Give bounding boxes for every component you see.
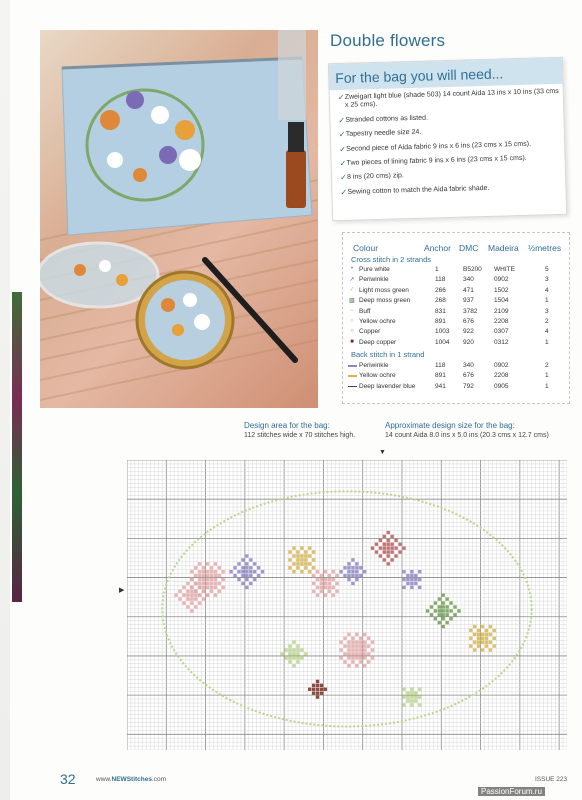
table-cell: 1	[545, 382, 549, 390]
list-item: ✓ Two pieces of lining fabric 9 ins x 6 ins (23 cms x 15 cms).	[339, 154, 527, 169]
table-row	[345, 371, 569, 381]
check-icon: ✓	[338, 115, 346, 125]
watermark: PassionForum.ru	[478, 787, 545, 796]
table-cell: 891	[435, 372, 446, 380]
table-row	[345, 327, 569, 337]
list-item: ✓ Stranded cottons as listed.	[338, 114, 428, 125]
table-cell: 1003	[435, 328, 450, 336]
backstitch-line-icon	[348, 365, 357, 367]
table-cell: 676	[463, 372, 474, 380]
table-cell: 1004	[435, 338, 450, 346]
table-cell: 676	[463, 318, 474, 325]
list-item: ✓ Sewing cotton to match the Aida fabric shade.	[340, 184, 490, 197]
check-icon: ✓	[339, 158, 347, 169]
table-row	[345, 275, 569, 285]
table-cell: 937	[463, 297, 474, 305]
stitch-symbol-icon: ○	[350, 318, 354, 324]
table-cell: WHITE	[494, 266, 515, 273]
backstitch-line-icon	[348, 375, 357, 377]
list-item: ✓ 8 ins (20 cms) zip.	[339, 172, 404, 183]
colour-key	[342, 232, 570, 404]
table-cell: 792	[463, 382, 474, 390]
table-cell: 471	[463, 286, 474, 294]
table-cell: 3782	[463, 307, 478, 315]
approx-size-title: Approximate design size for the bag:	[385, 421, 515, 430]
table-cell: 1	[545, 372, 549, 380]
table-cell: Light moss green	[359, 286, 409, 294]
table-cell: 920	[463, 338, 474, 346]
table-row	[345, 361, 569, 371]
check-icon: ✓	[337, 92, 345, 103]
table-cell: Periwinkle	[359, 276, 389, 284]
table-cell: Copper	[359, 328, 381, 336]
key-header-madeira: Madeira	[488, 243, 519, 253]
cross-stitch-label: Cross stitch in 2 strands	[351, 255, 432, 264]
design-area-text: 112 stitches wide x 70 stitches high.	[244, 431, 356, 439]
materials-card-header	[329, 58, 563, 90]
table-row	[345, 296, 569, 306]
table-cell: 2109	[494, 307, 509, 315]
stitch-symbol-icon: ■	[350, 338, 354, 345]
list-item: ✓ Zweigart light blue (shade 503) 14 count Aida 13 ins x 10 ins (33 cms x 25 cms).	[337, 87, 559, 110]
approx-size-text: 14 count Aida 8.0 ins x 5.0 ins (20.3 cms x 12.7 cms)	[385, 431, 549, 439]
table-cell: Deep moss green	[359, 297, 411, 305]
table-cell: Deep copper	[359, 338, 397, 346]
table-cell: Pure white	[359, 266, 390, 273]
table-cell: 340	[463, 362, 474, 369]
table-cell: 0312	[494, 338, 509, 346]
table-cell: 340	[463, 276, 474, 284]
backstitch-line-icon	[348, 386, 357, 388]
table-cell: 922	[463, 328, 474, 336]
check-icon: ✓	[339, 144, 347, 154]
page-number: 32	[60, 771, 76, 787]
key-header-anchor: Anchor	[424, 243, 451, 253]
centre-arrow-top-icon: ▼	[379, 449, 386, 456]
table-cell: 0902	[494, 276, 509, 284]
table-cell: 941	[435, 382, 446, 390]
stitch-symbol-icon: ○	[350, 328, 354, 335]
table-cell: 3	[545, 276, 549, 284]
list-item: ✓ Tapestry needle size 24.	[338, 128, 422, 140]
table-row	[345, 338, 569, 348]
table-cell: Buff	[359, 307, 371, 315]
back-stitch-label: Back stitch in 1 strand	[351, 350, 425, 359]
table-cell: 3	[545, 307, 549, 315]
table-cell: 1504	[494, 297, 509, 305]
list-item: ✓ Second piece of Aida fabric 9 ins x 6 ins (23 cms x 15 cms).	[339, 140, 532, 154]
stitch-symbol-icon: ▧	[349, 298, 355, 305]
check-icon: ✓	[339, 173, 347, 183]
table-cell: 0307	[494, 328, 509, 336]
check-icon: ✓	[340, 187, 348, 197]
table-row	[345, 317, 569, 327]
table-cell: Periwinkle	[359, 362, 389, 369]
table-cell: 118	[435, 362, 446, 369]
approx-size-caption	[385, 421, 549, 440]
table-cell: 5	[545, 266, 549, 273]
key-header-dmc: DMC	[459, 243, 479, 253]
table-row	[345, 265, 569, 275]
table-cell: 1	[435, 266, 439, 273]
table-cell: 831	[435, 307, 446, 315]
stitch-chart-grid	[127, 460, 567, 750]
stitch-symbol-icon: ↗	[349, 277, 355, 284]
table-row	[345, 382, 569, 392]
stitch-symbol-icon: •	[350, 266, 354, 272]
centre-arrow-left-icon: ▶	[119, 587, 125, 594]
table-cell: 1502	[494, 286, 509, 294]
key-header-metres: ½metres	[528, 243, 562, 253]
table-cell: 2208	[494, 372, 509, 380]
page-edge-color-band	[12, 292, 22, 602]
table-cell: 2	[545, 362, 549, 369]
table-cell: 2	[545, 318, 549, 325]
stitch-symbol-icon: −	[350, 307, 354, 314]
photo-illustration	[40, 30, 318, 408]
table-cell: 1	[545, 297, 549, 305]
materials-list	[338, 88, 563, 203]
table-row	[345, 286, 569, 296]
materials-heading: For the bag you will need...	[335, 65, 504, 87]
table-row	[345, 307, 569, 317]
stitch-chart	[127, 460, 567, 750]
site-url: www.NEWStitches.com	[96, 776, 167, 783]
issue-number: ISSUE 223	[535, 776, 568, 783]
table-cell: B5200	[463, 266, 482, 273]
stitch-symbol-icon: ∕	[351, 286, 353, 293]
table-cell: Yellow ochre	[359, 372, 396, 380]
materials-card	[328, 57, 567, 221]
table-cell: 891	[435, 318, 446, 325]
table-cell: 2208	[494, 318, 509, 325]
table-cell: 4	[545, 328, 549, 336]
table-cell: 1	[545, 338, 549, 346]
table-cell: Deep lavender blue	[359, 382, 416, 390]
table-cell: 268	[435, 297, 446, 305]
table-cell: 118	[435, 276, 446, 284]
page-title: Double flowers	[330, 31, 446, 50]
check-icon: ✓	[338, 130, 346, 140]
table-cell: 4	[545, 286, 549, 294]
table-cell: Yellow ochre	[359, 318, 396, 325]
page-edge	[0, 0, 10, 800]
design-area-caption	[244, 421, 355, 440]
design-area-title: Design area for the bag:	[244, 421, 330, 430]
table-cell: 0902	[494, 362, 509, 369]
table-cell: 266	[435, 286, 446, 294]
key-header-colour: Colour	[353, 243, 379, 253]
project-photo	[40, 30, 318, 408]
table-cell: 0905	[494, 382, 509, 390]
